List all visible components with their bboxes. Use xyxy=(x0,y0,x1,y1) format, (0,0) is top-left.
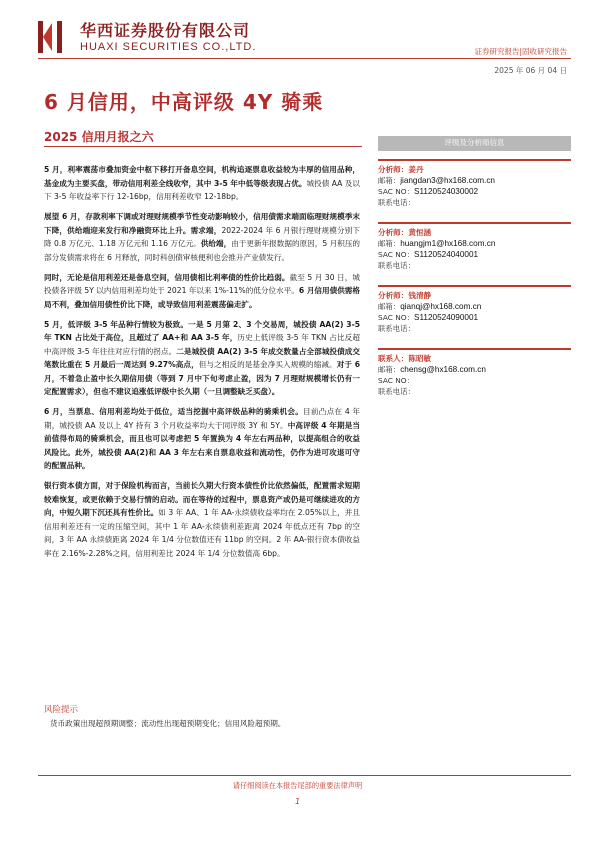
analyst-phone xyxy=(378,386,571,397)
analyst-phone-label: 联系电话： xyxy=(378,198,415,207)
bold-text: 二是城投债 AA(2) 3-5 年成交数量占全部城投债成交笔数比重在 5 月最后一周达到 9.27%高点， xyxy=(44,346,360,369)
analyst-card xyxy=(378,348,571,403)
body-text: 由于更新年报数据的原因，5 月积压的部分发债需求将在 6 月释放，同时科创债审核便利也会推升产业债发行。 xyxy=(44,239,361,262)
analyst-phone-label: 联系电话： xyxy=(378,387,415,396)
bold-text: 展望 6 月，存款利率下调或对理财规模季节性变动影响较小，信用债需求端面临理财规模季末下降，供给端迎来发行和净融资环比上升。需求端， xyxy=(44,212,360,235)
report-subtitle: 2025 信用月报之六 xyxy=(44,130,154,144)
body-text: 2022-2024 年 6 月银行理财规模分别下降 0.8 万亿元、1.18 万亿元和 1.16 万亿元。 xyxy=(44,225,361,248)
body-text: 如 3 年 AA、1 年 AA-永续债收益率均在 2.05%以上，并且信用利差还有一定的压缩空间，其中 1 年 AA-永续债利差距离 2024 年低点还有 7bp 的空间，3 年 AA 永续债距离 2024 年 1/4 分位数值还有 11bp 的空间。2 年 AA-银行资本债收益率在 2.16%-2.28%之间，信用利差比 2024 年 1/4 分位数值高 6bp。 xyxy=(44,508,360,558)
analyst-email-value[interactable]: jiangdan3@hx168.com.cn xyxy=(400,176,495,185)
body-paragraph xyxy=(44,210,360,264)
analyst-sac-value: S1120524040001 xyxy=(414,250,479,259)
analyst-list xyxy=(378,159,571,403)
bold-text: 供给端， xyxy=(200,239,232,248)
analyst-sac xyxy=(378,375,571,386)
analyst-sac-value: S1120524090001 xyxy=(414,313,479,322)
subtitle-divider xyxy=(44,146,362,147)
body-text: 城投债 AA 及以下 3-5 年收益率下行 12-16bp，信用利差收窄 12-18bp。 xyxy=(44,178,360,201)
analyst-sac xyxy=(378,186,571,197)
analyst-name: 分析师：钱清静 xyxy=(378,291,432,300)
body-paragraph xyxy=(44,271,360,312)
report-type: 证券研究报告|固收研究报告 xyxy=(474,47,567,56)
footer-divider xyxy=(38,775,571,776)
page-number: 1 xyxy=(294,797,301,806)
analyst-sac-label: SAC NO： xyxy=(378,313,415,322)
analyst-sac-label: SAC NO： xyxy=(378,376,415,385)
sidebar-header: 评级及分析师信息 xyxy=(378,136,571,151)
analyst-sac-value: S1120524030002 xyxy=(414,187,479,196)
analyst-name: 分析师：姜丹 xyxy=(378,165,424,174)
analyst-email-value[interactable]: huangjm1@hx168.com.cn xyxy=(400,239,496,248)
bold-text: 6 月，当票息、信用利差均处于低位，适当挖掘中高评级品种的骑乘机会。 xyxy=(44,407,304,416)
analyst-phone-label: 联系电话： xyxy=(378,324,415,333)
body-paragraph xyxy=(44,479,360,560)
brand-name-en: HUAXI SECURITIES CO.,LTD. xyxy=(80,41,257,53)
analyst-email-label: 邮箱： xyxy=(378,176,401,185)
analyst-sidebar xyxy=(378,136,571,403)
brand-name-cn: 华西证券股份有限公司 xyxy=(80,21,251,40)
report-title: 6 月信用，中高评级 4Y 骑乘 xyxy=(44,90,324,114)
risk-title: 风险提示 xyxy=(44,705,79,715)
bold-text: 对于 6 月，不着急止盈中长久期信用债（等到 7 月中下旬考虑止盈，因为 7 月理财规模增长仍有一定配置需求），但也不建议追涨低评级中长久期（一旦调整缺乏买盘）。 xyxy=(44,360,361,396)
report-date: 2025 年 06 月 04 日 xyxy=(494,66,567,75)
analyst-email-label: 邮箱： xyxy=(378,365,401,374)
analyst-card xyxy=(378,285,571,340)
body-paragraph xyxy=(44,318,360,399)
huaxi-logo-icon xyxy=(38,19,64,55)
bold-text: 5 月，利率震荡市叠加资金中枢下移打开备息空间，机构追逐票息收益较为丰厚的信用品种，基金成为主要买盘，带动信用利差全线收窄，其中 3-5 年中低等级表现占优。 xyxy=(44,165,360,188)
analyst-sac-label: SAC NO： xyxy=(378,187,415,196)
analyst-email xyxy=(378,364,571,375)
analyst-card xyxy=(378,222,571,277)
report-body xyxy=(44,163,360,567)
body-paragraph xyxy=(44,163,360,204)
analyst-phone-label: 联系电话： xyxy=(378,261,415,270)
analyst-email-label: 邮箱： xyxy=(378,239,401,248)
analyst-email xyxy=(378,238,571,249)
header-divider xyxy=(38,58,571,59)
analyst-sac xyxy=(378,249,571,260)
analyst-phone xyxy=(378,260,571,271)
bold-text: 6 月信用债供需格局不利，叠加信用债性价比下降，或导致信用利差震荡偏走扩。 xyxy=(44,286,360,309)
analyst-card xyxy=(378,159,571,214)
legal-disclaimer: 请仔细阅读在本报告尾部的重要法律声明 xyxy=(232,781,363,790)
body-text: 历史上低评级 3-5 年 TKN 占比反超中高评级 3-5 年往往对应行情的拐点。 xyxy=(44,333,360,356)
analyst-sac-label: SAC NO： xyxy=(378,250,415,259)
body-paragraph xyxy=(44,405,360,473)
bold-text: 银行资本债方面，对于保险机构而言，当前长久期大行资本债性价比依然偏低，配置需求短期较难恢复，或更依赖于交易行情的启动。而在等待的过程中，票息资产或仍是可继续进攻的方向，中短久期下沉还具有性价比。 xyxy=(44,481,360,517)
analyst-email-label: 邮箱： xyxy=(378,302,401,311)
analyst-email-value[interactable]: chensg@hx168.com.cn xyxy=(400,365,486,374)
body-text: 截至 5 月 30 日，城投债各评级 5Y 以内信用利差均处于 2021 年以来 1%-11%的低分位水平。 xyxy=(44,272,360,295)
analyst-sac xyxy=(378,312,571,323)
analyst-email xyxy=(378,301,571,312)
risk-text: 货币政策出现超预期调整；流动性出现超预期变化；信用风险超预期。 xyxy=(50,719,286,728)
body-text: 但与之相反的是基金净买入规模的缩减。 xyxy=(198,360,337,369)
analyst-name: 分析师：黄恒涵 xyxy=(378,228,432,237)
analyst-phone xyxy=(378,323,571,334)
analyst-name: 联系人：陈昭敏 xyxy=(378,354,432,363)
bold-text: 5 月，低评级 3-5 年品种行情较为极致。一是 5 月第 2、3 个交易周，城投债 AA(2) 3-5 年 TKN 占比处于高位，且超过了 AA+和 AA 3-5 年， xyxy=(44,319,360,342)
analyst-email xyxy=(378,175,571,186)
analyst-email-value[interactable]: qianqj@hx168.com.cn xyxy=(400,302,482,311)
bold-text: 中高评级 4 年期是当前值得布局的骑乘机会，而且也可以考虑把 5 年置换为 4 年左右两品种，以提高组合的收益风险比。此外，城投债 AA(2)和 AA 3 年左右来自票息收益和流动性，仍作为进可攻退可守的配置品种。 xyxy=(44,420,360,470)
analyst-phone xyxy=(378,197,571,208)
bold-text: 同时，无论是信用利差还是备息空间，信用债相比利率债的性价比趋弱。 xyxy=(44,272,290,282)
body-text: 目前凸点在 4 年期，城投债 AA 及以上 4Y 持有 3 个月收益率均大于同评级 3Y 和 5Y。 xyxy=(44,407,360,430)
